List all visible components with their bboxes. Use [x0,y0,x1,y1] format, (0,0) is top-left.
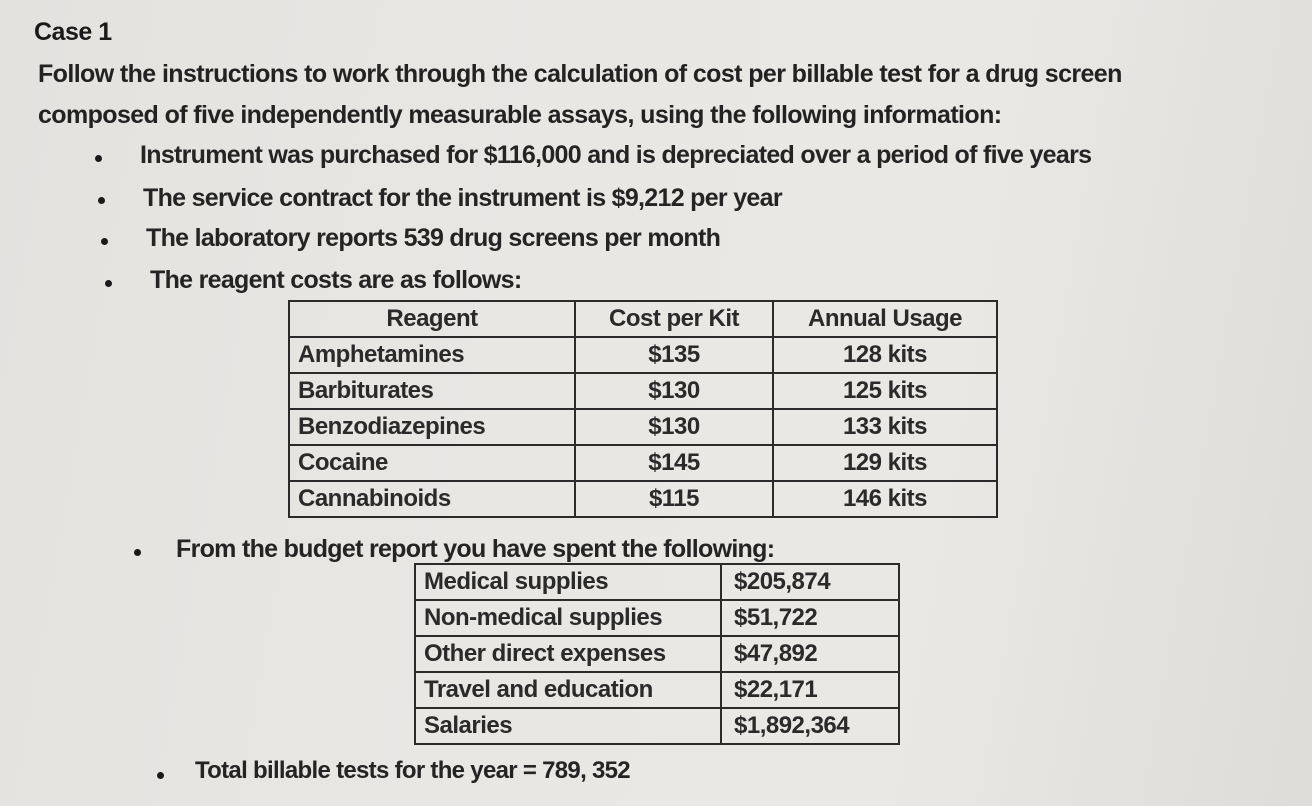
budget-value: $51,722 [721,600,899,636]
bullet-dot-icon [98,197,105,204]
intro-line-2: composed of five independently measurable assays, using the following information: [38,101,1002,129]
budget-label: Salaries [415,708,721,744]
bullet-service-contract: The service contract for the instrument is $9,212 per year [143,184,782,212]
case-title: Case 1 [34,18,112,46]
reagent-table [288,300,998,518]
bullet-dot-icon [95,155,102,162]
total-billable-tests: Total billable tests for the year = 789, 352 [195,757,630,784]
bullet-dot-icon [134,549,141,556]
reagent-cost: $145 [575,445,773,481]
reagent-usage: 129 kits [773,445,997,481]
budget-table [414,563,900,745]
reagent-name: Cannabinoids [289,481,575,517]
header-annual-usage: Annual Usage [773,301,997,337]
bullet-dot-icon [105,280,112,287]
table-row [415,672,899,708]
reagent-cost: $130 [575,373,773,409]
budget-label: Medical supplies [415,564,721,600]
bullet-dot-icon [101,238,108,245]
reagent-usage: 146 kits [773,481,997,517]
reagent-cost: $115 [575,481,773,517]
reagent-name: Benzodiazepines [289,409,575,445]
budget-value: $1,892,364 [721,708,899,744]
reagent-name: Amphetamines [289,337,575,373]
reagent-usage: 128 kits [773,337,997,373]
bullet-drug-screens: The laboratory reports 539 drug screens per month [146,224,721,252]
reagent-usage: 133 kits [773,409,997,445]
budget-label: Non-medical supplies [415,600,721,636]
reagent-name: Cocaine [289,445,575,481]
table-row [289,409,997,445]
header-cost-per-kit: Cost per Kit [575,301,773,337]
budget-value: $22,171 [721,672,899,708]
bullet-dot-icon [157,772,164,779]
table-row [415,564,899,600]
budget-label: Other direct expenses [415,636,721,672]
header-reagent: Reagent [289,301,575,337]
budget-label: Travel and education [415,672,721,708]
table-row [415,636,899,672]
reagent-usage: 125 kits [773,373,997,409]
reagent-name: Barbiturates [289,373,575,409]
table-row [289,481,997,517]
reagent-cost: $130 [575,409,773,445]
table-row [289,373,997,409]
table-row [289,445,997,481]
budget-value: $205,874 [721,564,899,600]
table-header-row [289,301,997,337]
table-row [415,600,899,636]
reagent-cost: $135 [575,337,773,373]
table-row [415,708,899,744]
intro-line-1: Follow the instructions to work through the calculation of cost per billable test for a drug screen [38,60,1122,88]
budget-intro: From the budget report you have spent the following: [176,535,775,563]
bullet-reagent-costs: The reagent costs are as follows: [150,266,522,294]
bullet-instrument: Instrument was purchased for $116,000 and is depreciated over a period of five years [140,141,1092,169]
table-row [289,337,997,373]
budget-value: $47,892 [721,636,899,672]
